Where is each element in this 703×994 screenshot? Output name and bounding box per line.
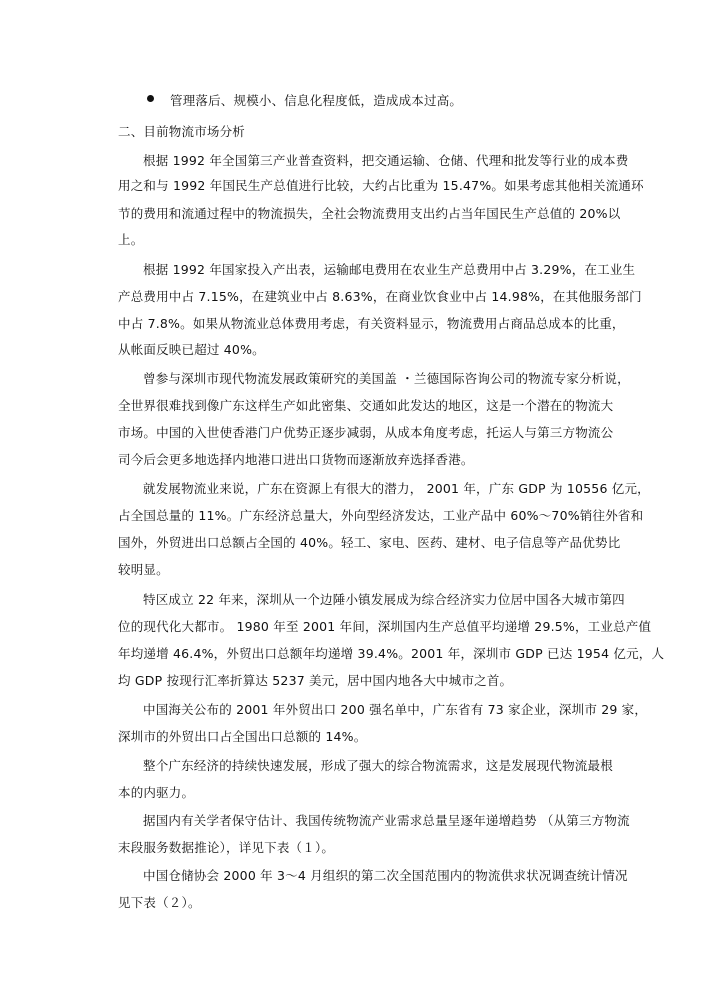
paragraph-line: 全世界很难找到像广东这样生产如此密集、交通如此发达的地区，这是一个潜在的物流大 bbox=[118, 398, 614, 413]
paragraph-line: 用之和与 1992 年国民生产总值进行比较，大约占比重为 15.47%。如果考虑其他相关流通环 bbox=[118, 178, 644, 193]
paragraph-line: 较明显。 bbox=[118, 562, 169, 577]
bullet-text: 管理落后、规模小、信息化程度低，造成成本过高。 bbox=[170, 93, 463, 108]
paragraph-line: 司今后会更多地选择内地港口进出口货物而逐渐放弃选择香港。 bbox=[118, 452, 474, 467]
paragraph-line: 末段服务数据推论），详见下表（１）。 bbox=[118, 840, 335, 855]
paragraph-line: 根据 1992 年国家投入产出表，运输邮电费用在农业生产总费用中占 3.29%，在工业生 bbox=[143, 262, 636, 277]
paragraph-line: 深圳市的外贸出口占全国出口总额的 14%。 bbox=[118, 729, 367, 744]
bullet-point-icon bbox=[147, 95, 154, 102]
paragraph-line: 本的内驱力。 bbox=[118, 785, 195, 800]
paragraph-line: 中国海关公布的 2001 年外贸出口 200 强名单中，广东省有 73 家企业，深圳市 29 家， bbox=[143, 702, 648, 717]
paragraph-line: 国外，外贸进出口总额占全国的 40%。轻工、家电、医药、建材、电子信息等产品优势比 bbox=[118, 535, 621, 550]
paragraph-line: 均 GDP 按现行汇率折算达 5237 美元，居中国内地各大中城市之首。 bbox=[118, 673, 513, 688]
paragraph-line: 从帐面反映已超过 40%。 bbox=[118, 342, 265, 357]
paragraph-line: 据国内有关学者保守估计、我国传统物流产业需求总量呈逐年递增趋势 （从第三方物流 bbox=[143, 813, 630, 828]
paragraph-line: 年均递增 46.4%，外贸出口总额年均递增 39.4%。2001 年，深圳市 GDP 已达 1954 亿元，人 bbox=[118, 646, 665, 661]
paragraph-line: 位的现代化大都市。 1980 年至 2001 年间，深圳国内生产总值平均递增 29.5%，工业总产值 bbox=[118, 619, 652, 634]
section-heading: 二、目前物流市场分析 bbox=[118, 124, 246, 139]
paragraph-line: 产总费用中占 7.15%，在建筑业中占 8.63%，在商业饮食业中占 14.98%，在其他服务部门 bbox=[118, 289, 642, 304]
paragraph-line: 见下表（２）。 bbox=[118, 895, 201, 910]
paragraph-line: 上。 bbox=[118, 232, 144, 247]
paragraph-line: 市场。中国的入世使香港门户优势正逐步减弱，从成本角度考虑，托运人与第三方物流公 bbox=[118, 425, 614, 440]
paragraph-line: 特区成立 22 年来，深圳从一个边陲小镇发展成为综合经济实力位居中国各大城市第四 bbox=[143, 592, 625, 607]
paragraph-line: 占全国总量的 11%。广东经济总量大，外向型经济发达，工业产品中 60%～70%销往外省和 bbox=[118, 508, 644, 523]
paragraph-line: 中国仓储协会 2000 年 3～4 月组织的第二次全国范围内的物流供求状况调查统计情况 bbox=[143, 868, 628, 883]
paragraph-line: 曾参与深圳市现代物流发展政策研究的美国盖 ・兰德国际咨询公司的物流专家分析说， bbox=[143, 371, 630, 386]
paragraph-line: 根据 1992 年全国第三产业普查资料，把交通运输、仓储、代理和批发等行业的成本费 bbox=[143, 153, 629, 168]
paragraph-line: 中占 7.8%。如果从物流业总体费用考虑，有关资料显示，物流费用占商品总成本的比重， bbox=[118, 316, 625, 331]
paragraph-line: 节的费用和流通过程中的物流损失，全社会物流费用支出约占当年国民生产总值的 20%以 bbox=[118, 206, 621, 221]
paragraph-line: 整个广东经济的持续快速发展，形成了强大的综合物流需求，这是发展现代物流最根 bbox=[143, 758, 613, 773]
paragraph-line: 就发展物流业来说，广东在资源上有很大的潜力， 2001 年，广东 GDP 为 10556 亿元， bbox=[143, 481, 650, 496]
